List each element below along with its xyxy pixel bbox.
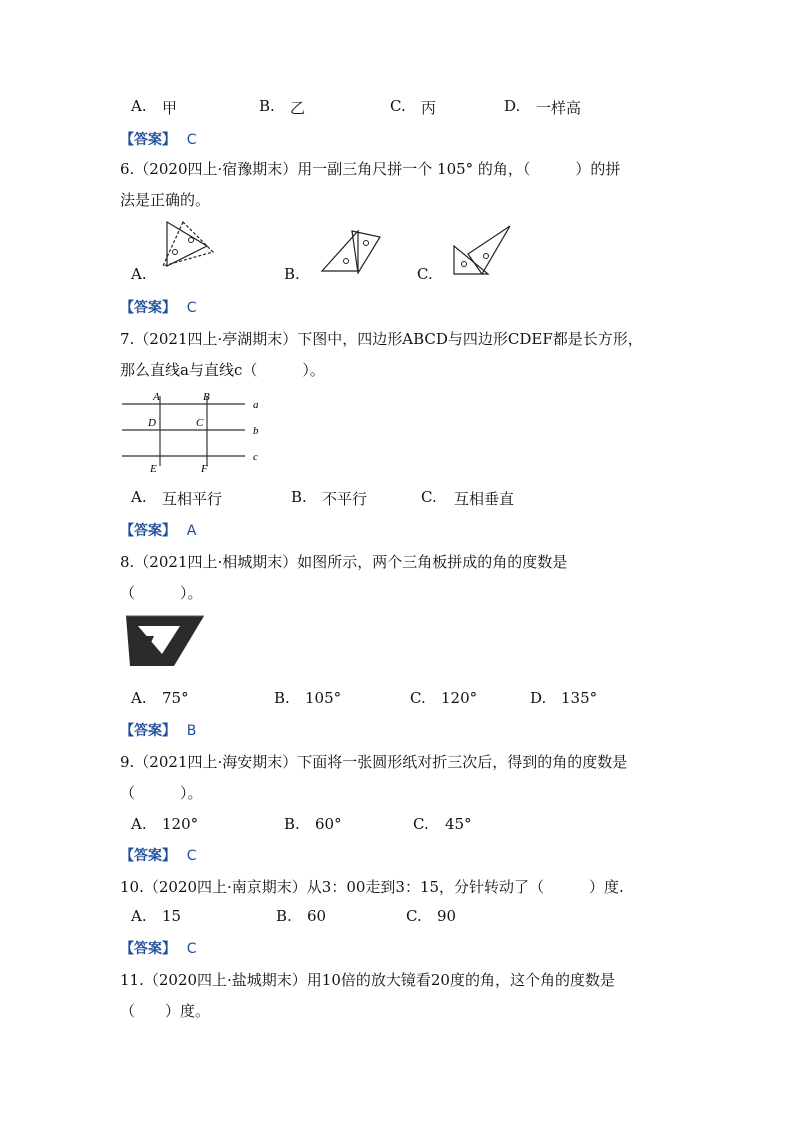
q8-option-a-text: 75°	[162, 689, 189, 707]
q9-option-a-text: 120°	[162, 815, 199, 833]
q7-label-line-a: a	[253, 399, 259, 411]
q7-label-f: F	[201, 463, 208, 475]
q8-option-a-letter: A.	[131, 689, 147, 707]
q7-label-line-c: c	[253, 451, 258, 463]
q8-option-d-letter: D.	[530, 689, 547, 707]
q7-label-c: C	[196, 417, 204, 429]
answer-value: C	[186, 848, 197, 864]
q7-option-a-text: 互相平行	[162, 490, 223, 508]
q5-option-c-letter: C.	[390, 97, 406, 115]
q7-option-c-letter: C.	[421, 488, 437, 506]
q7-label-line-b: b	[253, 425, 259, 437]
q9-option-b-text: 60°	[315, 815, 342, 833]
q5-option-d-text: 一样高	[536, 99, 582, 117]
q9-stem-line1: 9.（2021四上·海安期末）下面将一张圆形纸对折三次后，得到的角的度数是	[120, 753, 628, 771]
q5-option-b-letter: B.	[259, 97, 275, 115]
q7-label-a: A	[153, 391, 160, 403]
q6-figure-b	[318, 225, 386, 277]
q10-option-b-text: 60	[307, 907, 327, 925]
answer-tag: 【答案】	[120, 848, 176, 864]
answer-value: B	[186, 723, 197, 739]
q5-option-a-letter: A.	[131, 97, 147, 115]
q7-label-b: B	[203, 391, 210, 403]
answer-tag: 【答案】	[120, 300, 176, 316]
answer-value: A	[186, 523, 197, 539]
q11-stem-line2: （ ）度。	[120, 1002, 211, 1020]
q5-option-a-text: 甲	[162, 99, 178, 117]
q7-figure-rectangles	[120, 386, 268, 478]
q8-option-d-text: 135°	[561, 689, 598, 707]
answer-tag: 【答案】	[120, 723, 176, 739]
q9-stem-line2: （ ）。	[120, 784, 203, 802]
q10-option-c-text: 90	[437, 907, 457, 925]
q8-option-c-letter: C.	[410, 689, 426, 707]
q6-stem-line2: 法是正确的。	[120, 191, 211, 209]
q10-option-a-text: 15	[162, 907, 182, 925]
q8-option-b-letter: B.	[274, 689, 290, 707]
q6-figure-a	[155, 218, 220, 273]
q10-option-a-letter: A.	[131, 907, 147, 925]
q8-stem-line2: （ ）。	[120, 584, 203, 602]
q9-option-b-letter: B.	[284, 815, 300, 833]
answer-value: C	[186, 300, 197, 316]
q10-option-b-letter: B.	[276, 907, 292, 925]
answer-tag: 【答案】	[120, 941, 176, 957]
q6-option-b-letter: B.	[284, 265, 300, 283]
q7-option-b-text: 不平行	[322, 490, 368, 508]
q7-stem-line1: 7.（2021四上·亭湖期末）下图中，四边形ABCD与四边形CDEF都是长方形，	[120, 330, 643, 348]
answer-tag: 【答案】	[120, 523, 176, 539]
q9-option-c-text: 45°	[445, 815, 472, 833]
q5-answer	[120, 129, 197, 149]
q9-option-a-letter: A.	[131, 815, 147, 833]
answer-value: C	[186, 132, 197, 148]
q7-answer	[120, 520, 196, 540]
q6-option-a-letter: A.	[131, 265, 147, 283]
q9-answer	[120, 845, 197, 865]
q6-answer	[120, 297, 197, 317]
q5-option-d-letter: D.	[504, 97, 521, 115]
q8-option-c-text: 120°	[441, 689, 478, 707]
answer-tag: 【答案】	[120, 132, 176, 148]
q5-option-b-text: 乙	[290, 99, 306, 117]
q10-answer	[120, 938, 197, 958]
q7-stem-line2: 那么直线a与直线c（ ）。	[120, 361, 325, 379]
q7-label-e: E	[150, 463, 157, 475]
q7-option-b-letter: B.	[291, 488, 307, 506]
q7-label-d: D	[148, 417, 156, 429]
q8-stem-line1: 8.（2021四上·相城期末）如图所示，两个三角板拼成的角的度数是	[120, 553, 568, 571]
q8-answer	[120, 720, 196, 740]
answer-value: C	[186, 941, 197, 957]
q6-stem-line1: 6.（2020四上·宿豫期末）用一副三角尺拼一个 105° 的角，（ ）的拼	[120, 160, 621, 178]
q6-figure-c	[452, 222, 514, 277]
q9-option-c-letter: C.	[413, 815, 429, 833]
q8-figure-set-squares	[124, 612, 208, 668]
q6-option-c-letter: C.	[417, 265, 433, 283]
q8-option-b-text: 105°	[305, 689, 342, 707]
q10-stem-line1: 10.（2020四上·南京期末）从3：00走到3：15，分针转动了（ ）度.	[120, 878, 624, 896]
q10-option-c-letter: C.	[406, 907, 422, 925]
q7-option-a-letter: A.	[131, 488, 147, 506]
q11-stem-line1: 11.（2020四上·盐城期末）用10倍的放大镜看20度的角，这个角的度数是	[120, 971, 615, 989]
q7-option-c-text: 互相垂直	[454, 490, 515, 508]
q5-option-c-text: 丙	[421, 99, 437, 117]
